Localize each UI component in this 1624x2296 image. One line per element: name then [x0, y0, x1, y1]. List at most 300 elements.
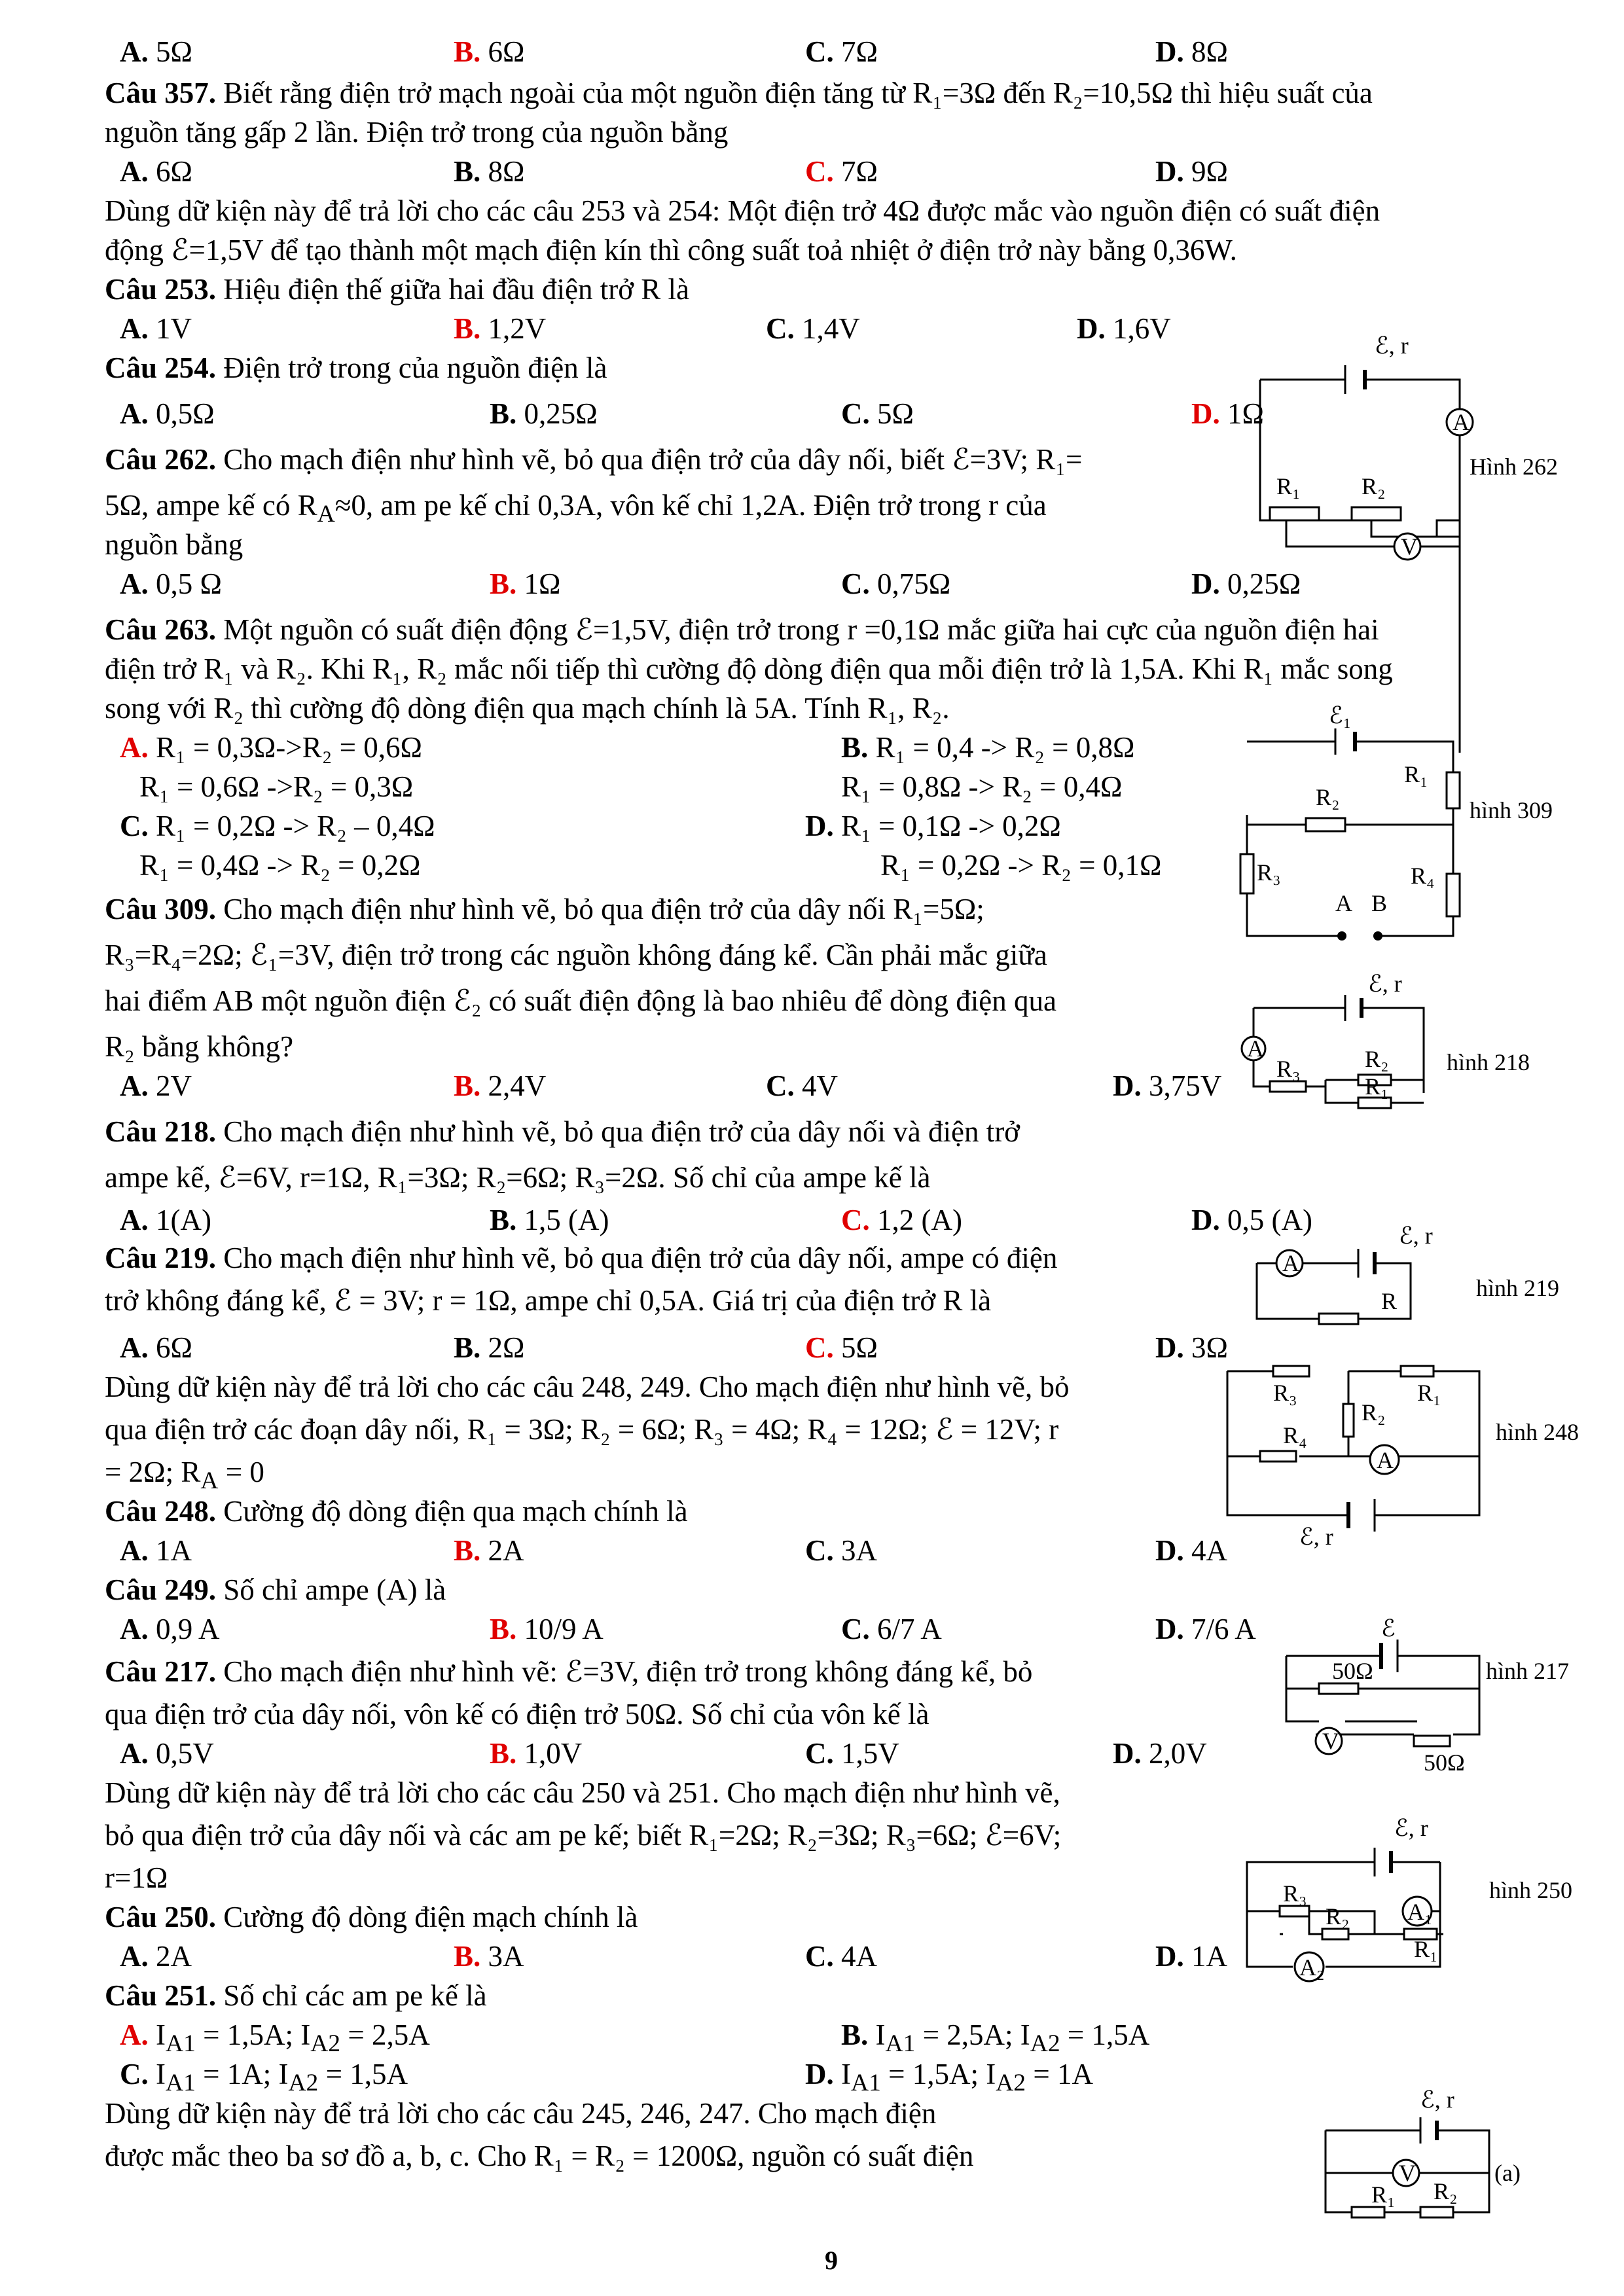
- text-line: [105, 1369, 1069, 1405]
- h217-caption: hình 217: [1486, 1658, 1570, 1684]
- option-text: 1,2 (A): [869, 1204, 962, 1236]
- option-letter: D.: [1191, 567, 1220, 600]
- option-letter: B.: [454, 1534, 481, 1567]
- text-line: [105, 1411, 1058, 1448]
- ha-source: ℰ, r: [1420, 2087, 1454, 2113]
- question-line: [105, 891, 984, 927]
- line-text: nguồn tăng gấp 2 lần. Điện trở trong của nguồn bằng: [105, 116, 729, 149]
- option-letter: C.: [805, 155, 834, 188]
- answer-option: [841, 395, 914, 432]
- h219-r: R: [1381, 1288, 1398, 1314]
- option-text: 3,75V: [1141, 1069, 1222, 1102]
- question-label: Câu 249.: [105, 1573, 217, 1606]
- line-text: song với R₂ thì cường độ dòng điện qua mạch chính là 5A. Tính R₁, R₂.: [105, 692, 950, 725]
- text-line: [105, 487, 1047, 533]
- option-text: $I_{A1} = 2,5A$; $I_{A2} = 1,5A$: [868, 2018, 1150, 2057]
- option-text: 1A: [1183, 1940, 1227, 1973]
- option-letter: C.: [805, 1940, 834, 1973]
- option-text: 9Ω: [1183, 155, 1228, 188]
- figure-217: [1283, 1615, 1570, 1776]
- h262-r2: R₂: [1362, 473, 1386, 499]
- line-text: Điện trở trong của nguồn điện là: [216, 351, 607, 384]
- option-letter: D.: [1155, 155, 1184, 188]
- answer-option: [841, 1202, 962, 1238]
- option-text: 5Ω: [148, 35, 192, 68]
- option-letter: B.: [490, 1204, 517, 1236]
- option-letter: B.: [454, 35, 481, 68]
- answer-option: [120, 565, 222, 602]
- option-letter: A.: [120, 1204, 149, 1236]
- option-text: 10/9 A: [516, 1613, 604, 1645]
- line-text: qua điện trở của dây nối, vôn kế có điện trở 50Ω. Số chỉ của vôn kế là: [105, 1698, 929, 1731]
- h219-source: ℰ, r: [1399, 1223, 1433, 1249]
- option-letter: A.: [120, 1069, 149, 1102]
- option-text: 1,5 (A): [516, 1204, 609, 1236]
- line-text: Số chỉ ampe (A) là: [216, 1573, 446, 1606]
- answer-option: [490, 395, 598, 432]
- question-label: Câu 217.: [105, 1655, 217, 1688]
- line-text: Một nguồn có suất điện động ℰ=1,5V, điện trở trong r =0,1Ω mắc giữa hai cực của nguồn điện hai: [216, 613, 1379, 646]
- option-text: 0,5Ω: [148, 397, 215, 430]
- h219-ammeter: A: [1282, 1250, 1299, 1276]
- figure-250: [1244, 1815, 1573, 1993]
- text-line: [105, 114, 728, 151]
- option-letter: C.: [805, 1534, 834, 1567]
- option-continuation: R₁ = 0,4Ω -> R₂ = 0,2Ω: [139, 849, 421, 882]
- option-text: R₁ = 0,2Ω -> R₂ – 0,4Ω: [148, 810, 435, 842]
- text-line: [105, 982, 1056, 1019]
- h309-r4: R₄: [1411, 863, 1435, 889]
- option-letter: A.: [120, 397, 149, 430]
- answer-option: [120, 1938, 192, 1975]
- option-text: 7Ω: [833, 155, 878, 188]
- answer-option: [1155, 153, 1228, 190]
- line-text: được mắc theo ba sơ đồ a, b, c. Cho R₁ = R₂ = 1200Ω, nguồn có suất điện: [105, 2140, 974, 2172]
- question-label: Câu 248.: [105, 1495, 217, 1528]
- question-label: Câu 262.: [105, 443, 217, 476]
- text-line: [105, 2138, 973, 2174]
- answer-option: [805, 1532, 877, 1569]
- text-line: [105, 651, 1393, 687]
- h248-r4: R₄: [1283, 1422, 1307, 1448]
- answer-option: [766, 1067, 838, 1104]
- option-letter: A.: [120, 2018, 149, 2051]
- line-text: Cho mạch điện như hình vẽ, bỏ qua điện trở của dây nối và điện trở: [216, 1115, 1020, 1148]
- option-text: 6Ω: [148, 155, 192, 188]
- line-text: Dùng dữ kiện này để trả lời cho các câu 253 và 254: Một điện trở 4Ω được mắc vào nguồn điện có suất điện: [105, 194, 1380, 227]
- answer-option: [805, 33, 878, 70]
- question-line: [105, 1493, 688, 1530]
- option-text: 8Ω: [1183, 35, 1228, 68]
- answer-option: [1191, 565, 1301, 602]
- h250-a1: A₁: [1407, 1899, 1433, 1925]
- answer-option: [766, 310, 860, 347]
- answer-option: [1113, 1735, 1207, 1772]
- text-line: [105, 2095, 936, 2132]
- line-text: điện trở R₁ và R₂. Khi R₁, R₂ mắc nối tiếp thì cường độ dòng điện qua mỗi điện trở là 1,5A. Khi R₁ mắc song: [105, 653, 1393, 685]
- option-text: 0,9 A: [148, 1613, 220, 1645]
- answer-option: [454, 1938, 524, 1975]
- line-text: Cho mạch điện như hình vẽ, bỏ qua điện trở của dây nối, ampe có điện: [216, 1242, 1058, 1274]
- answer-option: [841, 729, 1135, 766]
- h309-caption: hình 309: [1470, 797, 1553, 823]
- question-label: Câu 253.: [105, 273, 217, 306]
- h217-voltmeter: V: [1322, 1728, 1339, 1754]
- text-line: [105, 192, 1380, 229]
- page-number: 9: [825, 2246, 838, 2275]
- text-line: [105, 690, 950, 726]
- figure-248: [1224, 1355, 1579, 1571]
- option-text: $I_{A1} = 1,5A$; $I_{A2} = 1A$: [833, 2058, 1093, 2096]
- answer-option: [454, 1532, 524, 1569]
- answer-option: [805, 153, 878, 190]
- question-line: [105, 350, 607, 386]
- option-text: 5Ω: [869, 397, 914, 430]
- answer-option: [120, 33, 192, 70]
- option-text: R₁ = 0,3Ω->R₂ = 0,6Ω: [148, 731, 422, 764]
- option-letter: C.: [805, 35, 834, 68]
- option-letter: D.: [1155, 1613, 1184, 1645]
- answer-option: [1077, 310, 1171, 347]
- answer-option: [120, 153, 192, 190]
- h250-r1: R₁: [1414, 1936, 1438, 1962]
- h217-r-top: 50Ω: [1332, 1658, 1373, 1684]
- option-text: 7/6 A: [1183, 1613, 1256, 1645]
- h218-source: ℰ, r: [1368, 971, 1402, 997]
- option-text: 0,5 (A): [1219, 1204, 1312, 1236]
- h218-r3: R₃: [1276, 1056, 1301, 1082]
- option-text: 0,5 Ω: [148, 567, 222, 600]
- text-line: [105, 1028, 293, 1065]
- line-text: = 2Ω; $R_A = 0$: [105, 1456, 264, 1494]
- line-text: Cho mạch điện như hình vẽ, bỏ qua điện trở của dây nối, biết ℰ=3V; R₁=: [216, 443, 1083, 476]
- option-letter: D.: [1191, 397, 1220, 430]
- h218-r2: R₂: [1365, 1046, 1389, 1072]
- option-letter: A.: [120, 1613, 149, 1645]
- option-text: 3A: [833, 1534, 877, 1567]
- ha-r2: R₂: [1434, 2178, 1458, 2204]
- option-letter: C.: [841, 1613, 870, 1645]
- text-line: [105, 1817, 1061, 1854]
- h262-voltmeter: V: [1401, 533, 1418, 560]
- line-text: động ℰ=1,5V để tạo thành một mạch điện kín thì công suất toả nhiệt ở điện trở này bằng 0,36W.: [105, 234, 1237, 266]
- option-text: 0,5V: [148, 1737, 214, 1770]
- option-letter: B.: [841, 731, 869, 764]
- option-letter: A.: [120, 1534, 149, 1567]
- option-text: 1A: [148, 1534, 192, 1567]
- option-text: 2V: [148, 1069, 192, 1102]
- h248-caption: hình 248: [1496, 1419, 1579, 1445]
- option-letter: D.: [1113, 1069, 1142, 1102]
- option-letter: B.: [490, 1613, 517, 1645]
- option-text: 6Ω: [480, 35, 525, 68]
- h262-caption: Hình 262: [1470, 454, 1558, 480]
- line-text: Biết rằng điện trở mạch ngoài của một nguồn điện tăng từ R₁=3Ω đến R₂=10,5Ω thì hiệu suất của: [216, 77, 1373, 109]
- option-text: R₁ = 0,4 -> R₂ = 0,8Ω: [868, 731, 1135, 764]
- option-letter: B.: [454, 1069, 481, 1102]
- line-text: Cho mạch điện như hình vẽ: ℰ=3V, điện trở trong không đáng kể, bỏ: [216, 1655, 1033, 1688]
- answer-option: [490, 1202, 609, 1238]
- option-letter: B.: [454, 1940, 481, 1973]
- option-letter: A.: [120, 1737, 149, 1770]
- question-line: [105, 1113, 1020, 1150]
- h250-caption: hình 250: [1489, 1877, 1573, 1903]
- h248-r3: R₃: [1273, 1380, 1297, 1406]
- h262-source: ℰ, r: [1375, 332, 1409, 359]
- option-text: 2,4V: [480, 1069, 547, 1102]
- option-letter: D.: [1155, 1331, 1184, 1364]
- answer-option: [120, 1611, 220, 1647]
- answer-option: [454, 153, 524, 190]
- h217-r-bottom: 50Ω: [1424, 1749, 1465, 1776]
- option-continuation: R₁ = 0,6Ω ->R₂ = 0,3Ω: [139, 770, 414, 803]
- question-label: Câu 309.: [105, 893, 217, 925]
- ha-caption: (a): [1494, 2160, 1521, 2186]
- question-label: Câu 251.: [105, 1979, 217, 2012]
- option-text: 1,6V: [1105, 312, 1171, 345]
- option-text: 1,4V: [794, 312, 860, 345]
- option-text: 0,25Ω: [1219, 567, 1301, 600]
- h309-r1: R₁: [1404, 761, 1428, 787]
- text-line: [105, 1859, 168, 1896]
- answer-option: [805, 1735, 899, 1772]
- option-continuation: R₁ = 0,8Ω -> R₂ = 0,4Ω: [841, 770, 1123, 803]
- option-letter: D.: [1113, 1737, 1142, 1770]
- h250-r3: R₃: [1283, 1880, 1307, 1907]
- line-text: Cường độ dòng điện mạch chính là: [216, 1901, 638, 1933]
- line-text: nguồn bằng: [105, 528, 244, 561]
- option-text: 0,25Ω: [516, 397, 598, 430]
- figure-218: [1237, 971, 1530, 1139]
- option-text: 2Ω: [480, 1331, 525, 1364]
- h262-ammeter: A: [1453, 409, 1470, 435]
- option-letter: A.: [120, 1331, 149, 1364]
- option-text: 7Ω: [833, 35, 878, 68]
- question-line: [105, 75, 1373, 111]
- h309-source: ℰ₁: [1329, 702, 1352, 728]
- option-letter: C.: [805, 1737, 834, 1770]
- answer-option: [454, 1067, 546, 1104]
- option-letter: B.: [490, 567, 517, 600]
- line-text: Cho mạch điện như hình vẽ, bỏ qua điện trở của dây nối R₁=5Ω;: [216, 893, 984, 925]
- option-letter: C.: [766, 1069, 795, 1102]
- option-letter: D.: [1155, 1534, 1184, 1567]
- answer-option: [1155, 1611, 1256, 1647]
- answer-option: [805, 1938, 877, 1975]
- option-letter: B.: [490, 1737, 517, 1770]
- answer-option: [841, 565, 950, 602]
- option-text: 8Ω: [480, 155, 525, 188]
- line-text: Dùng dữ kiện này để trả lời cho các câu 248, 249. Cho mạch điện như hình vẽ, bỏ: [105, 1371, 1070, 1403]
- option-text: 1V: [148, 312, 192, 345]
- line-text: Dùng dữ kiện này để trả lời cho các câu 250 và 251. Cho mạch điện như hình vẽ,: [105, 1776, 1060, 1809]
- answer-option: [120, 1202, 211, 1238]
- line-text: bỏ qua điện trở của dây nối và các am pe kế; biết R₁=2Ω; R₂=3Ω; R₃=6Ω; ℰ=6V;: [105, 1819, 1062, 1852]
- option-text: 1,5V: [833, 1737, 899, 1770]
- option-text: 1Ω: [1219, 397, 1264, 430]
- question-label: Câu 263.: [105, 613, 217, 646]
- answer-option: [120, 395, 215, 432]
- question-line: [105, 611, 1379, 648]
- line-text: 5Ω, ampe kế có $R_A\approx 0$, am pe kế chỉ 0,3A, vôn kế chỉ 1,2A. Điện trở trong r của: [105, 489, 1047, 528]
- option-text: 1(A): [148, 1204, 211, 1236]
- option-text: 4A: [1183, 1534, 1227, 1567]
- option-text: 6Ω: [148, 1331, 192, 1364]
- h248-r1: R₁: [1417, 1380, 1441, 1406]
- option-letter: B.: [490, 397, 517, 430]
- answer-option: [490, 1735, 582, 1772]
- text-line: [105, 526, 243, 563]
- option-text: $I_{A1} = 1,5A$; $I_{A2} = 2,5A$: [148, 2018, 430, 2057]
- h262-r1: R₁: [1276, 473, 1301, 499]
- question-label: Câu 357.: [105, 77, 217, 109]
- line-text: Cường độ dòng điện qua mạch chính là: [216, 1495, 688, 1528]
- option-letter: A.: [120, 155, 149, 188]
- answer-option: [1155, 1938, 1227, 1975]
- question-line: [105, 271, 689, 308]
- h218-caption: hình 218: [1447, 1049, 1530, 1075]
- option-letter: B.: [454, 1331, 481, 1364]
- h219-caption: hình 219: [1476, 1275, 1560, 1301]
- line-text: r=1Ω: [105, 1861, 168, 1894]
- option-letter: A.: [120, 731, 149, 764]
- answer-option: [805, 1329, 878, 1366]
- h309-r2: R₂: [1316, 784, 1340, 810]
- h248-r2: R₂: [1362, 1399, 1386, 1426]
- answer-option: [841, 1611, 942, 1647]
- figure-a: [1322, 2081, 1519, 2219]
- h248-source: ℰ, r: [1299, 1524, 1333, 1550]
- option-text: 1,0V: [516, 1737, 583, 1770]
- option-letter: C.: [766, 312, 795, 345]
- option-letter: D.: [1155, 35, 1184, 68]
- question-line: [105, 1571, 446, 1608]
- answer-option: [120, 310, 192, 347]
- answer-option: [1155, 1329, 1228, 1366]
- figure-262: [1244, 332, 1558, 560]
- option-letter: C.: [120, 2058, 149, 2090]
- text-line: [105, 1774, 1060, 1811]
- question-line: [105, 1653, 1032, 1690]
- option-letter: C.: [841, 397, 870, 430]
- answer-option: [120, 1735, 214, 1772]
- option-letter: B.: [841, 2018, 869, 2051]
- answer-option: [120, 1532, 192, 1569]
- question-line: [105, 1899, 638, 1935]
- answer-option: [1113, 1067, 1221, 1104]
- option-text: $I_{A1} = 1A$; $I_{A2} = 1,5A$: [148, 2058, 408, 2096]
- option-continuation: R₁ = 0,2Ω -> R₂ = 0,1Ω: [880, 849, 1162, 882]
- option-text: R₁ = 0,1Ω -> 0,2Ω: [833, 810, 1061, 842]
- h250-source: ℰ, r: [1394, 1815, 1428, 1841]
- line-text: ampe kế, ℰ=6V, r=1Ω, R₁=3Ω; R₂=6Ω; R₃=2Ω. Số chỉ của ampe kế là: [105, 1161, 931, 1194]
- text-line: [105, 1282, 991, 1319]
- answer-option: [1155, 1532, 1227, 1569]
- line-text: trở không đáng kể, ℰ = 3V; r = 1Ω, ampe chỉ 0,5A. Giá trị của điện trở R là: [105, 1284, 992, 1317]
- line-text: R₃=R₄=2Ω; ℰ₁=3V, điện trở trong các nguồn không đáng kể. Cần phải mắc giữa: [105, 939, 1047, 971]
- answer-option: [454, 1329, 524, 1366]
- h309-b: B: [1371, 890, 1388, 916]
- option-text: 2,0V: [1141, 1737, 1207, 1770]
- option-text: 4A: [833, 1940, 877, 1973]
- h217-source: ℰ: [1381, 1615, 1396, 1641]
- h309-r3: R₃: [1257, 859, 1281, 886]
- question-label: Câu 254.: [105, 351, 217, 384]
- answer-option: [805, 808, 1061, 844]
- question-line: [105, 1240, 1057, 1276]
- answer-option: [454, 310, 546, 347]
- answer-option: [120, 808, 435, 844]
- text-line: [105, 1696, 929, 1732]
- option-letter: B.: [454, 155, 481, 188]
- option-text: 0,75Ω: [869, 567, 951, 600]
- question-label: Câu 219.: [105, 1242, 217, 1274]
- option-letter: D.: [1191, 1204, 1220, 1236]
- option-text: 2A: [480, 1534, 524, 1567]
- option-text: 3A: [480, 1940, 524, 1973]
- h218-ammeter: A: [1247, 1035, 1264, 1062]
- option-letter: A.: [120, 567, 149, 600]
- option-letter: D.: [1155, 1940, 1184, 1973]
- text-line: [105, 937, 1047, 973]
- line-text: Số chỉ các am pe kế là: [216, 1979, 487, 2012]
- ha-r1: R₁: [1371, 2181, 1396, 2208]
- h309-a: A: [1335, 890, 1352, 916]
- text-line: [105, 232, 1237, 268]
- question-line: [105, 1977, 487, 2014]
- option-letter: C.: [120, 810, 149, 842]
- option-letter: D.: [805, 810, 834, 842]
- answer-option: [490, 565, 560, 602]
- option-letter: B.: [454, 312, 481, 345]
- answer-option: [120, 1067, 192, 1104]
- option-text: 3Ω: [1183, 1331, 1228, 1364]
- h250-r2: R₂: [1326, 1903, 1350, 1929]
- option-text: 1,2V: [480, 312, 547, 345]
- option-letter: C.: [841, 567, 870, 600]
- option-text: 2A: [148, 1940, 192, 1973]
- h248-ammeter: A: [1377, 1447, 1394, 1473]
- option-text: 6/7 A: [869, 1613, 942, 1645]
- answer-option: [490, 1611, 604, 1647]
- question-label: Câu 250.: [105, 1901, 217, 1933]
- ha-voltmeter: V: [1399, 2160, 1416, 2186]
- line-text: qua điện trở các đoạn dây nối, R₁ = 3Ω; R₂ = 6Ω; R₃ = 4Ω; R₄ = 12Ω; ℰ = 12V; r: [105, 1413, 1059, 1446]
- line-text: hai điểm AB một nguồn điện ℰ₂ có suất điện động là bao nhiêu để dòng điện qua: [105, 984, 1056, 1017]
- answer-option: [120, 729, 422, 766]
- h250-a2: A₂: [1299, 1954, 1325, 1981]
- option-letter: C.: [805, 1331, 834, 1364]
- option-letter: D.: [805, 2058, 834, 2090]
- question-line: [105, 441, 1082, 478]
- question-label: Câu 218.: [105, 1115, 217, 1148]
- answer-option: [1155, 33, 1228, 70]
- h218-r1: R₁: [1365, 1073, 1389, 1100]
- option-letter: C.: [841, 1204, 870, 1236]
- option-letter: A.: [120, 1940, 149, 1973]
- option-letter: D.: [1077, 312, 1106, 345]
- answer-option: [454, 33, 524, 70]
- text-line: [105, 1159, 930, 1196]
- line-text: Dùng dữ kiện này để trả lời cho các câu 245, 246, 247. Cho mạch điện: [105, 2097, 937, 2130]
- line-text: Hiệu điện thế giữa hai đầu điện trở R là: [216, 273, 690, 306]
- option-text: 1Ω: [516, 567, 561, 600]
- option-letter: A.: [120, 35, 149, 68]
- option-letter: A.: [120, 312, 149, 345]
- option-text: 4V: [794, 1069, 838, 1102]
- answer-option: [120, 1329, 192, 1366]
- figure-219: [1254, 1223, 1560, 1329]
